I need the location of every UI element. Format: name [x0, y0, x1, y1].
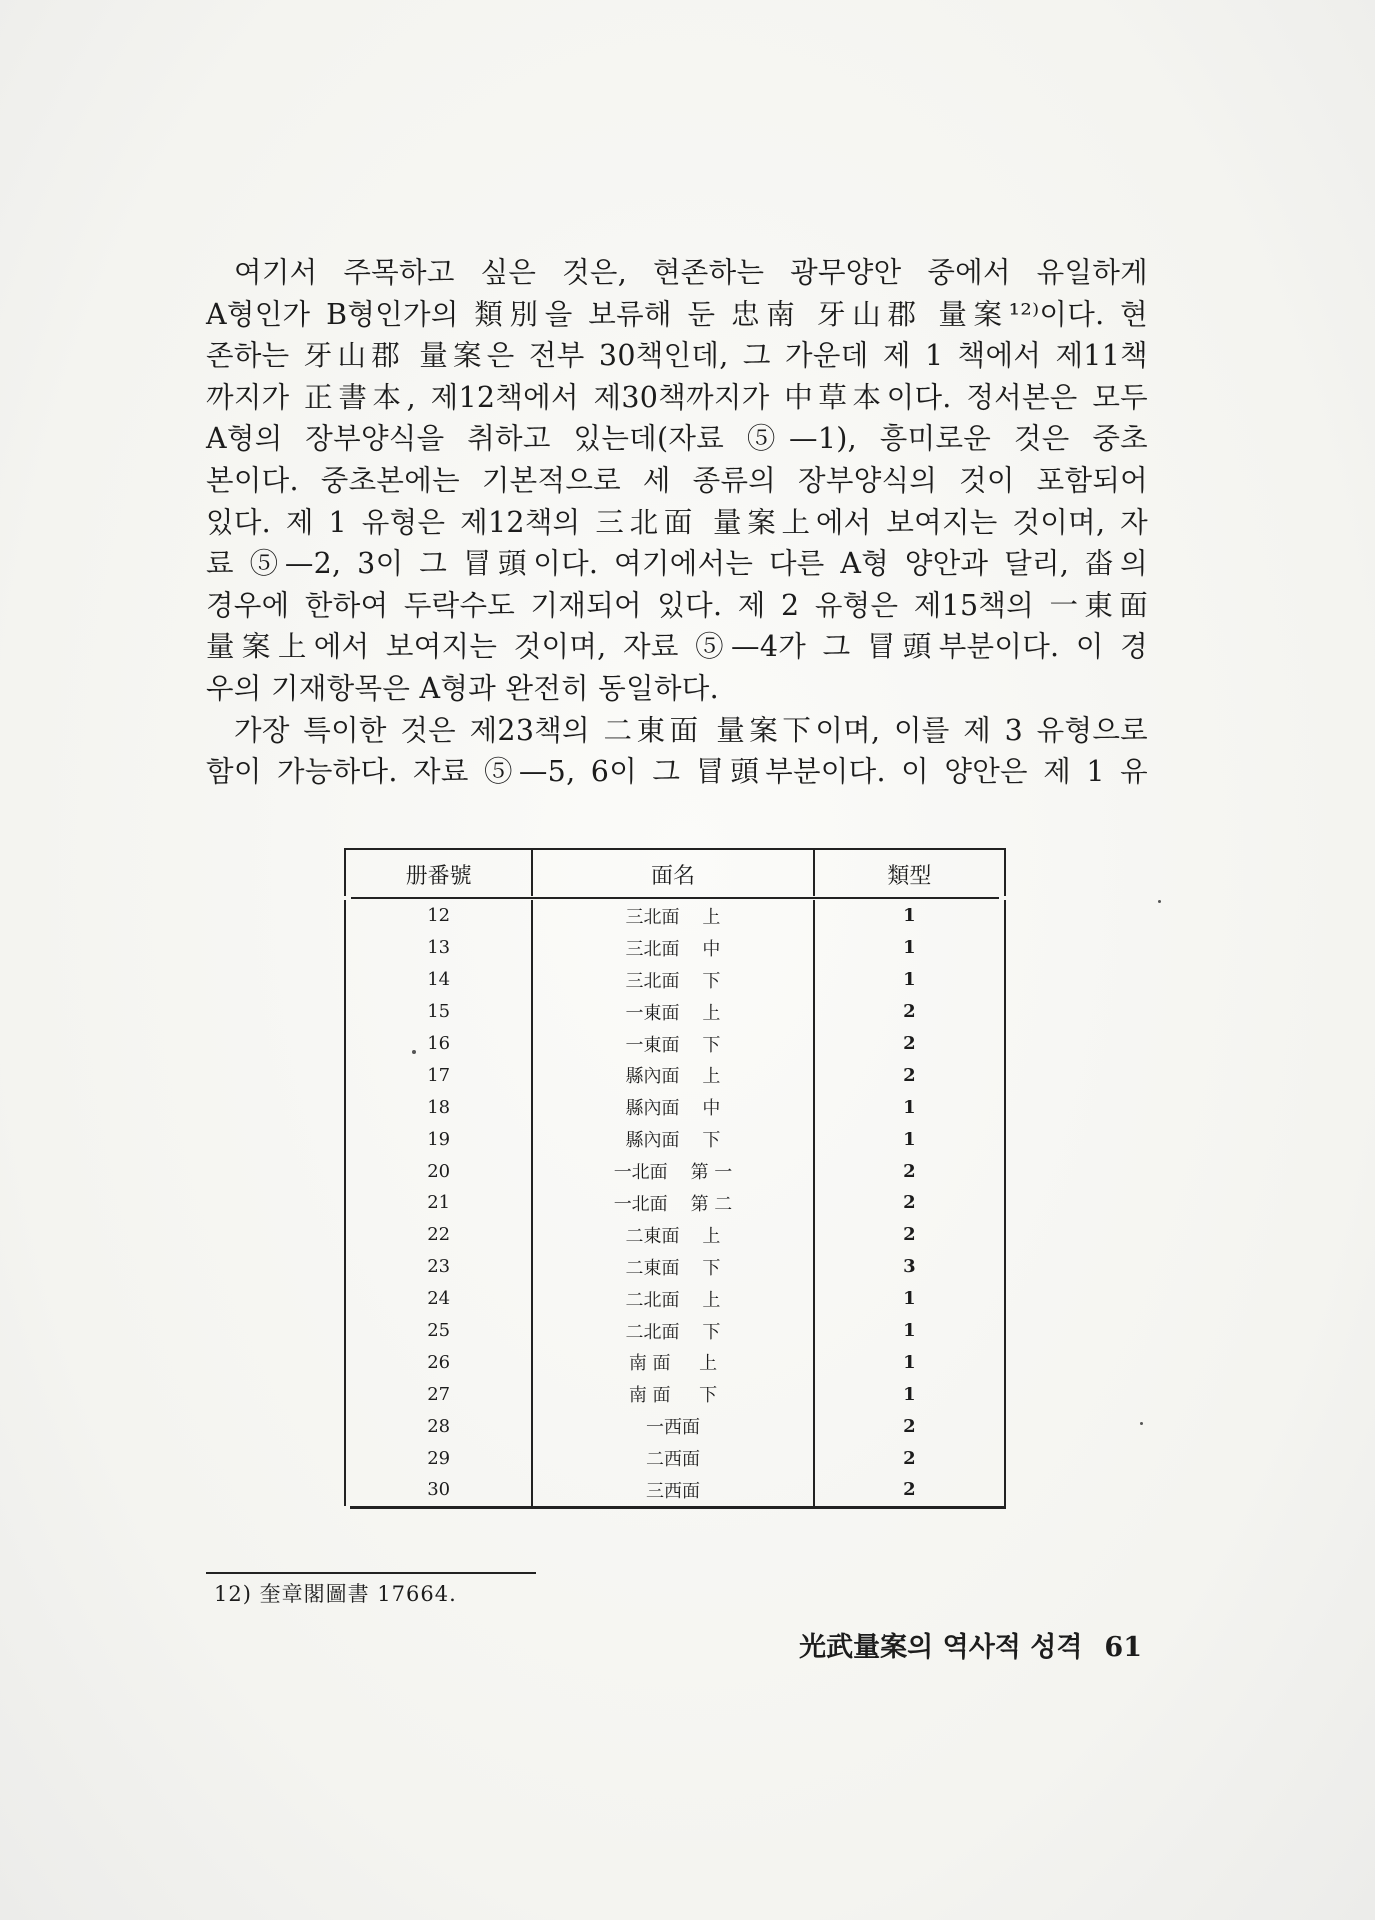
volume-number-cell: 16 — [345, 1028, 532, 1060]
volume-number-cell: 20 — [345, 1155, 532, 1187]
table-row — [345, 1219, 1005, 1251]
volume-type-table — [344, 848, 1006, 1509]
district-name-cell: 三北面 下 — [532, 964, 813, 996]
table-body — [345, 900, 1005, 1506]
volume-number-cell: 30 — [345, 1474, 532, 1506]
text-line: 본이다. 중초본에는 기본적으로 세 종류의 장부양식의 것이 포함되어 — [206, 463, 1148, 497]
table-row — [345, 1091, 1005, 1123]
text-line: 존하는 牙山郡 量案은 전부 30책인데, 그 가운데 제 1 책에서 제11책 — [206, 339, 1148, 373]
paragraph-2 — [206, 710, 1148, 793]
type-cell: 1 — [814, 1315, 1005, 1347]
volume-number-cell: 23 — [345, 1251, 532, 1283]
running-title: 光武量案의 역사적 성격 — [799, 1632, 1083, 1663]
table-row — [345, 1283, 1005, 1315]
table-row — [345, 1315, 1005, 1347]
district-name-cell: 縣內面 中 — [532, 1091, 813, 1123]
table-row — [345, 1410, 1005, 1442]
type-cell: 1 — [814, 1378, 1005, 1410]
district-name-cell: 三北面 中 — [532, 932, 813, 964]
table-bottom-rule — [350, 1506, 1006, 1509]
district-name-cell: 縣內面 上 — [532, 1059, 813, 1091]
table-row — [345, 1123, 1005, 1155]
district-name-cell: 二東面 上 — [532, 1219, 813, 1251]
district-name-cell: 二西面 — [532, 1442, 813, 1474]
text-line: 함이 가능하다. 자료 ⑤—5, 6이 그 冒頭부분이다. 이 양안은 제 1 유 — [206, 755, 1148, 789]
volume-number-cell: 29 — [345, 1442, 532, 1474]
district-name-cell: 縣內面 下 — [532, 1123, 813, 1155]
header-district-name: 面名 — [532, 850, 813, 896]
district-name-cell: 一東面 上 — [532, 996, 813, 1028]
text-line: 우의 기재항목은 A형과 완전히 동일하다. — [206, 671, 719, 705]
volume-number-cell: 12 — [345, 900, 532, 932]
volume-number-cell: 24 — [345, 1283, 532, 1315]
paragraph-1 — [206, 252, 1148, 710]
table-row — [345, 900, 1005, 932]
scan-speck — [412, 1050, 416, 1054]
type-cell: 1 — [814, 964, 1005, 996]
volume-number-cell: 25 — [345, 1315, 532, 1347]
type-cell: 1 — [814, 1091, 1005, 1123]
scan-speck — [1158, 900, 1161, 903]
type-cell: 2 — [814, 1059, 1005, 1091]
text-line: 여기서 주목하고 싶은 것은, 현존하는 광무양안 중에서 유일하게 — [234, 256, 1148, 289]
text-line: A형인가 B형인가의 類別을 보류해 둔 忠南 牙山郡 量案¹²⁾이다. 현 — [206, 297, 1148, 331]
district-name-cell: 南 面 下 — [532, 1378, 813, 1410]
type-cell: 1 — [814, 900, 1005, 932]
district-name-cell: 一北面 第 一 — [532, 1155, 813, 1187]
text-line: 경우에 한하여 두락수도 기재되어 있다. 제 2 유형은 제15책의 一東面 — [206, 588, 1148, 622]
table-row — [345, 1028, 1005, 1060]
type-cell: 1 — [814, 1283, 1005, 1315]
volume-number-cell: 28 — [345, 1410, 532, 1442]
type-cell: 1 — [814, 1123, 1005, 1155]
district-name-cell: 三北面 上 — [532, 900, 813, 932]
volume-number-cell: 21 — [345, 1187, 532, 1219]
volume-number-cell: 13 — [345, 932, 532, 964]
header-volume-number: 册番號 — [345, 850, 532, 896]
header-type: 類型 — [814, 850, 1005, 896]
page-number: 61 — [1104, 1632, 1142, 1663]
table-row — [345, 1251, 1005, 1283]
text-line: 있다. 제 1 유형은 제12책의 三北面 量案上에서 보여지는 것이며, 자 — [206, 505, 1148, 539]
table-row — [345, 1346, 1005, 1378]
table-row — [345, 932, 1005, 964]
district-name-cell: 二北面 下 — [532, 1315, 813, 1347]
volume-number-cell: 17 — [345, 1059, 532, 1091]
table-row — [345, 1155, 1005, 1187]
type-cell: 2 — [814, 1410, 1005, 1442]
volume-number-cell: 19 — [345, 1123, 532, 1155]
volume-number-cell: 18 — [345, 1091, 532, 1123]
text-line: 까지가 正書本, 제12책에서 제30책까지가 中草本이다. 정서본은 모두 — [206, 380, 1148, 414]
volume-number-cell: 22 — [345, 1219, 532, 1251]
district-name-cell: 三西面 — [532, 1474, 813, 1506]
body-text — [206, 252, 1148, 793]
text-line: 量案上에서 보여지는 것이며, 자료 ⑤—4가 그 冒頭부분이다. 이 경 — [206, 630, 1148, 664]
volume-number-cell: 26 — [345, 1346, 532, 1378]
district-name-cell: 南 面 上 — [532, 1346, 813, 1378]
text-line: 료 ⑤—2, 3이 그 冒頭이다. 여기에서는 다른 A형 양안과 달리, 畓의 — [206, 547, 1148, 581]
district-name-cell: 二北面 上 — [532, 1283, 813, 1315]
type-cell: 2 — [814, 1155, 1005, 1187]
table-header-row — [345, 850, 1005, 896]
district-name-cell: 二東面 下 — [532, 1251, 813, 1283]
table-row — [345, 1378, 1005, 1410]
district-name-cell: 一西面 — [532, 1410, 813, 1442]
type-cell: 1 — [814, 932, 1005, 964]
table-row — [345, 1474, 1005, 1506]
footnote: 12) 奎章閣圖書 17664. — [214, 1582, 457, 1606]
data-table — [344, 850, 1006, 1506]
district-name-cell: 一北面 第 二 — [532, 1187, 813, 1219]
text-line: A형의 장부양식을 취하고 있는데(자료 ⑤—1), 흥미로운 것은 중초 — [206, 422, 1148, 456]
table-row — [345, 1187, 1005, 1219]
table-row — [345, 1442, 1005, 1474]
table-row — [345, 996, 1005, 1028]
type-cell: 3 — [814, 1251, 1005, 1283]
scan-speck — [1140, 1422, 1143, 1425]
type-cell: 2 — [814, 1219, 1005, 1251]
volume-number-cell: 27 — [345, 1378, 532, 1410]
type-cell: 2 — [814, 1474, 1005, 1506]
district-name-cell: 一東面 下 — [532, 1028, 813, 1060]
footnote-rule — [206, 1572, 536, 1574]
volume-number-cell: 14 — [345, 964, 532, 996]
type-cell: 2 — [814, 996, 1005, 1028]
volume-number-cell: 15 — [345, 996, 532, 1028]
type-cell: 2 — [814, 1028, 1005, 1060]
text-line: 가장 특이한 것은 제23책의 二東面 量案下이며, 이를 제 3 유형으로 — [234, 713, 1148, 747]
running-footer — [790, 1625, 1142, 1664]
type-cell: 2 — [814, 1187, 1005, 1219]
table-row — [345, 964, 1005, 996]
type-cell: 2 — [814, 1442, 1005, 1474]
type-cell: 1 — [814, 1346, 1005, 1378]
table-row — [345, 1059, 1005, 1091]
